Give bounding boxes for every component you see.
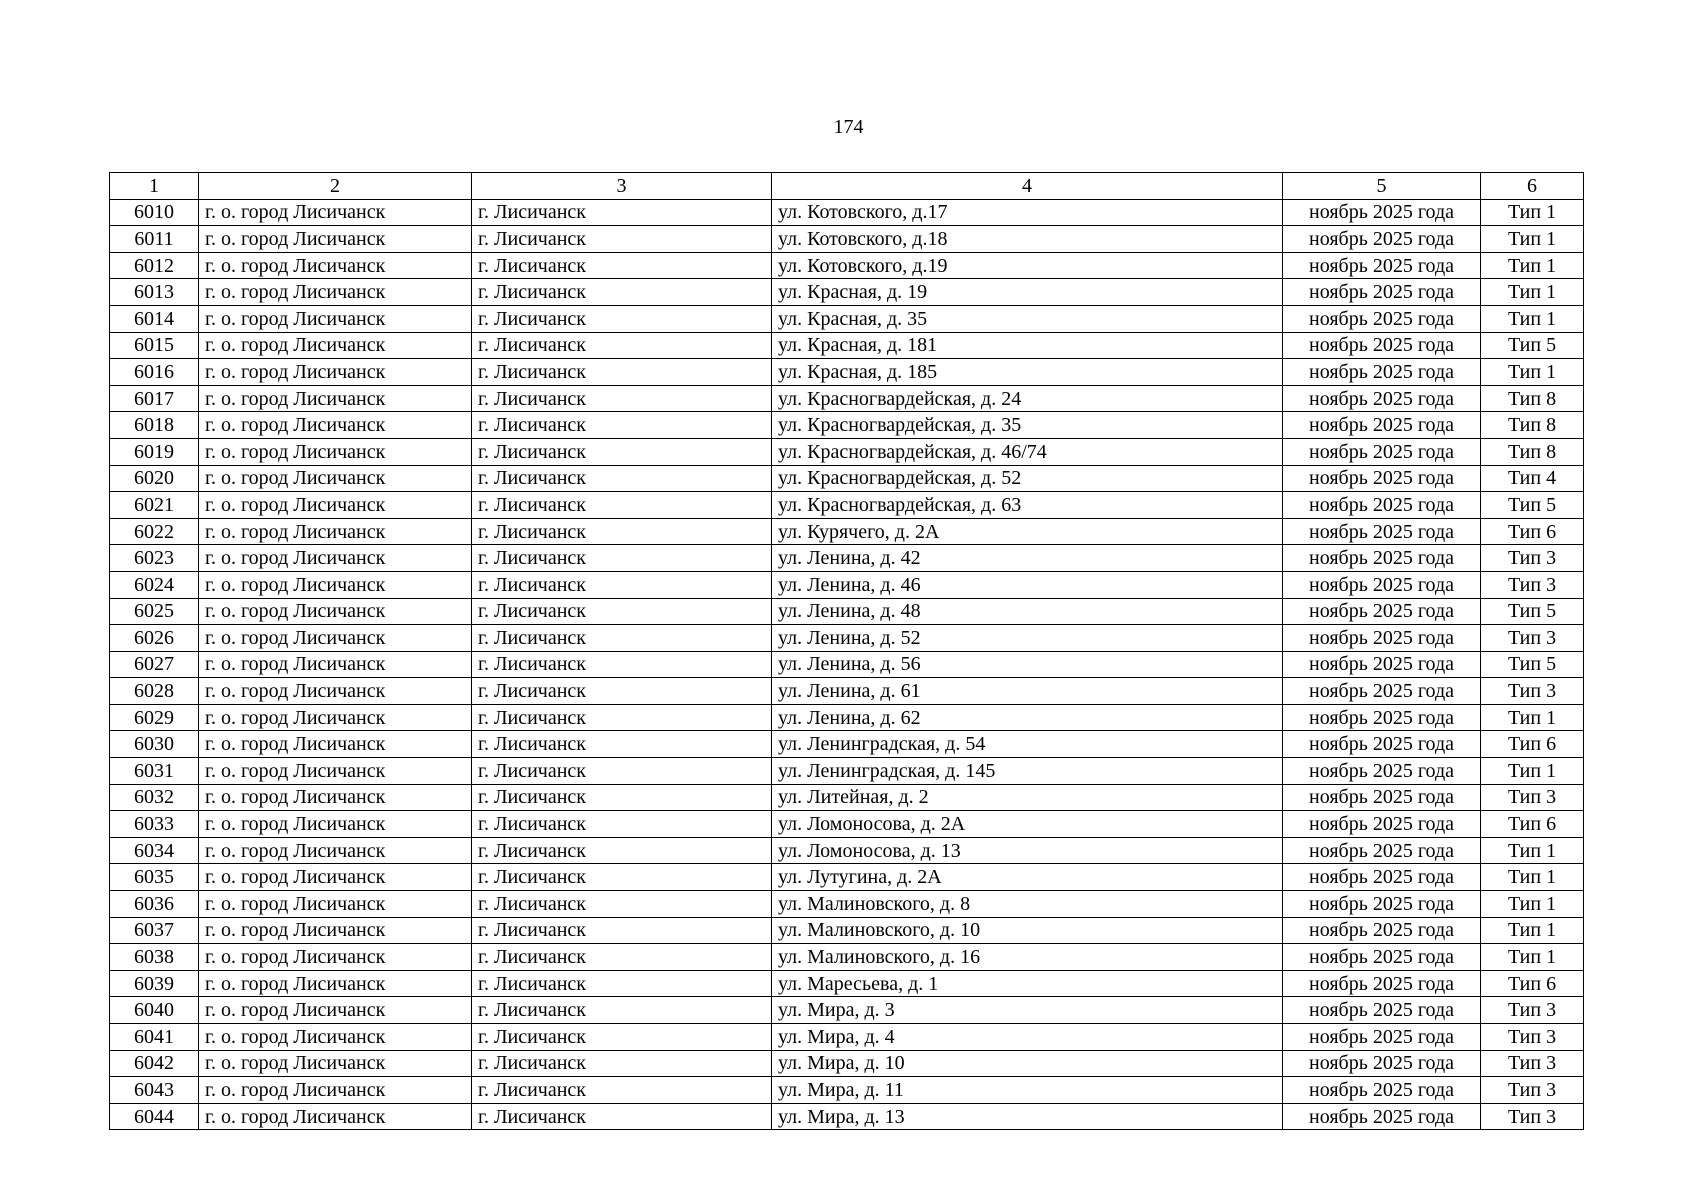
municipality-cell: г. о. город Лисичанск <box>199 864 472 891</box>
municipality-cell: г. о. город Лисичанск <box>199 305 472 332</box>
date-cell: ноябрь 2025 года <box>1283 571 1481 598</box>
date-cell: ноябрь 2025 года <box>1283 412 1481 439</box>
header-row <box>110 173 1584 200</box>
date-cell: ноябрь 2025 года <box>1283 784 1481 811</box>
municipality-cell: г. о. город Лисичанск <box>199 1103 472 1130</box>
row-number-cell: 6035 <box>110 864 199 891</box>
address-cell: ул. Малиновского, д. 8 <box>772 891 1283 918</box>
date-cell: ноябрь 2025 года <box>1283 997 1481 1024</box>
date-cell: ноябрь 2025 года <box>1283 625 1481 652</box>
address-cell: ул. Красная, д. 35 <box>772 305 1283 332</box>
table-row <box>110 465 1584 492</box>
table-row <box>110 758 1584 785</box>
column-header-4: 4 <box>772 173 1283 200</box>
type-cell: Тип 1 <box>1481 758 1584 785</box>
type-cell: Тип 3 <box>1481 784 1584 811</box>
city-cell: г. Лисичанск <box>472 518 772 545</box>
date-cell: ноябрь 2025 года <box>1283 465 1481 492</box>
address-cell: ул. Красная, д. 185 <box>772 359 1283 386</box>
row-number-cell: 6043 <box>110 1077 199 1104</box>
type-cell: Тип 1 <box>1481 704 1584 731</box>
municipality-cell: г. о. город Лисичанск <box>199 545 472 572</box>
row-number-cell: 6010 <box>110 199 199 226</box>
row-number-cell: 6032 <box>110 784 199 811</box>
row-number-cell: 6041 <box>110 1024 199 1051</box>
date-cell: ноябрь 2025 года <box>1283 305 1481 332</box>
city-cell: г. Лисичанск <box>472 784 772 811</box>
address-cell: ул. Малиновского, д. 10 <box>772 917 1283 944</box>
table-row <box>110 332 1584 359</box>
address-cell: ул. Котовского, д.17 <box>772 199 1283 226</box>
column-header-1: 1 <box>110 173 199 200</box>
table-row <box>110 944 1584 971</box>
city-cell: г. Лисичанск <box>472 385 772 412</box>
municipality-cell: г. о. город Лисичанск <box>199 518 472 545</box>
date-cell: ноябрь 2025 года <box>1283 758 1481 785</box>
municipality-cell: г. о. город Лисичанск <box>199 412 472 439</box>
table-row <box>110 199 1584 226</box>
municipality-cell: г. о. город Лисичанск <box>199 811 472 838</box>
city-cell: г. Лисичанск <box>472 891 772 918</box>
address-cell: ул. Ленинградская, д. 54 <box>772 731 1283 758</box>
city-cell: г. Лисичанск <box>472 332 772 359</box>
type-cell: Тип 1 <box>1481 837 1584 864</box>
city-cell: г. Лисичанск <box>472 1024 772 1051</box>
row-number-cell: 6030 <box>110 731 199 758</box>
city-cell: г. Лисичанск <box>472 811 772 838</box>
date-cell: ноябрь 2025 года <box>1283 678 1481 705</box>
date-cell: ноябрь 2025 года <box>1283 1024 1481 1051</box>
type-cell: Тип 6 <box>1481 518 1584 545</box>
address-cell: ул. Ленина, д. 62 <box>772 704 1283 731</box>
column-header-6: 6 <box>1481 173 1584 200</box>
table-row <box>110 704 1584 731</box>
type-cell: Тип 3 <box>1481 1024 1584 1051</box>
table-row <box>110 305 1584 332</box>
municipality-cell: г. о. город Лисичанск <box>199 731 472 758</box>
municipality-cell: г. о. город Лисичанск <box>199 465 472 492</box>
column-header-2: 2 <box>199 173 472 200</box>
city-cell: г. Лисичанск <box>472 704 772 731</box>
table-row <box>110 279 1584 306</box>
type-cell: Тип 5 <box>1481 492 1584 519</box>
table-body <box>110 199 1584 1130</box>
municipality-cell: г. о. город Лисичанск <box>199 571 472 598</box>
city-cell: г. Лисичанск <box>472 252 772 279</box>
city-cell: г. Лисичанск <box>472 359 772 386</box>
table-row <box>110 731 1584 758</box>
municipality-cell: г. о. город Лисичанск <box>199 784 472 811</box>
type-cell: Тип 8 <box>1481 438 1584 465</box>
municipality-cell: г. о. город Лисичанск <box>199 625 472 652</box>
table-row <box>110 1024 1584 1051</box>
table-row <box>110 359 1584 386</box>
municipality-cell: г. о. город Лисичанск <box>199 385 472 412</box>
address-cell: ул. Ленина, д. 52 <box>772 625 1283 652</box>
row-number-cell: 6011 <box>110 226 199 253</box>
row-number-cell: 6031 <box>110 758 199 785</box>
municipality-cell: г. о. город Лисичанск <box>199 1077 472 1104</box>
city-cell: г. Лисичанск <box>472 1103 772 1130</box>
table-row <box>110 492 1584 519</box>
type-cell: Тип 1 <box>1481 944 1584 971</box>
city-cell: г. Лисичанск <box>472 970 772 997</box>
table-row <box>110 385 1584 412</box>
row-number-cell: 6026 <box>110 625 199 652</box>
date-cell: ноябрь 2025 года <box>1283 385 1481 412</box>
row-number-cell: 6034 <box>110 837 199 864</box>
city-cell: г. Лисичанск <box>472 1077 772 1104</box>
address-cell: ул. Котовского, д.19 <box>772 252 1283 279</box>
city-cell: г. Лисичанск <box>472 997 772 1024</box>
date-cell: ноябрь 2025 года <box>1283 492 1481 519</box>
row-number-cell: 6029 <box>110 704 199 731</box>
date-cell: ноябрь 2025 года <box>1283 651 1481 678</box>
municipality-cell: г. о. город Лисичанск <box>199 279 472 306</box>
row-number-cell: 6025 <box>110 598 199 625</box>
city-cell: г. Лисичанск <box>472 598 772 625</box>
row-number-cell: 6022 <box>110 518 199 545</box>
address-cell: ул. Мира, д. 13 <box>772 1103 1283 1130</box>
date-cell: ноябрь 2025 года <box>1283 199 1481 226</box>
municipality-cell: г. о. город Лисичанск <box>199 1050 472 1077</box>
row-number-cell: 6018 <box>110 412 199 439</box>
row-number-cell: 6036 <box>110 891 199 918</box>
type-cell: Тип 6 <box>1481 731 1584 758</box>
date-cell: ноябрь 2025 года <box>1283 1050 1481 1077</box>
address-cell: ул. Красногвардейская, д. 46/74 <box>772 438 1283 465</box>
city-cell: г. Лисичанск <box>472 731 772 758</box>
date-cell: ноябрь 2025 года <box>1283 944 1481 971</box>
date-cell: ноябрь 2025 года <box>1283 731 1481 758</box>
address-cell: ул. Ленина, д. 48 <box>772 598 1283 625</box>
address-cell: ул. Литейная, д. 2 <box>772 784 1283 811</box>
city-cell: г. Лисичанск <box>472 465 772 492</box>
type-cell: Тип 1 <box>1481 891 1584 918</box>
column-header-5: 5 <box>1283 173 1481 200</box>
city-cell: г. Лисичанск <box>472 492 772 519</box>
type-cell: Тип 1 <box>1481 252 1584 279</box>
table-row <box>110 226 1584 253</box>
type-cell: Тип 5 <box>1481 332 1584 359</box>
municipality-cell: г. о. город Лисичанск <box>199 758 472 785</box>
date-cell: ноябрь 2025 года <box>1283 891 1481 918</box>
address-cell: ул. Мира, д. 11 <box>772 1077 1283 1104</box>
row-number-cell: 6028 <box>110 678 199 705</box>
address-cell: ул. Красногвардейская, д. 63 <box>772 492 1283 519</box>
date-cell: ноябрь 2025 года <box>1283 279 1481 306</box>
municipality-cell: г. о. город Лисичанск <box>199 944 472 971</box>
type-cell: Тип 1 <box>1481 199 1584 226</box>
type-cell: Тип 3 <box>1481 1050 1584 1077</box>
table-row <box>110 1050 1584 1077</box>
type-cell: Тип 3 <box>1481 571 1584 598</box>
city-cell: г. Лисичанск <box>472 651 772 678</box>
type-cell: Тип 6 <box>1481 970 1584 997</box>
table-row <box>110 864 1584 891</box>
municipality-cell: г. о. город Лисичанск <box>199 492 472 519</box>
row-number-cell: 6040 <box>110 997 199 1024</box>
type-cell: Тип 1 <box>1481 864 1584 891</box>
address-cell: ул. Мира, д. 3 <box>772 997 1283 1024</box>
table-row <box>110 917 1584 944</box>
type-cell: Тип 3 <box>1481 625 1584 652</box>
address-cell: ул. Маресьева, д. 1 <box>772 970 1283 997</box>
municipality-cell: г. о. город Лисичанск <box>199 199 472 226</box>
table-row <box>110 1077 1584 1104</box>
type-cell: Тип 5 <box>1481 598 1584 625</box>
type-cell: Тип 8 <box>1481 385 1584 412</box>
type-cell: Тип 5 <box>1481 651 1584 678</box>
table-row <box>110 412 1584 439</box>
date-cell: ноябрь 2025 года <box>1283 518 1481 545</box>
row-number-cell: 6015 <box>110 332 199 359</box>
table-header <box>110 173 1584 200</box>
address-cell: ул. Лутугина, д. 2А <box>772 864 1283 891</box>
municipality-cell: г. о. город Лисичанск <box>199 332 472 359</box>
date-cell: ноябрь 2025 года <box>1283 545 1481 572</box>
city-cell: г. Лисичанск <box>472 438 772 465</box>
address-cell: ул. Ленина, д. 61 <box>772 678 1283 705</box>
municipality-cell: г. о. город Лисичанск <box>199 252 472 279</box>
city-cell: г. Лисичанск <box>472 279 772 306</box>
row-number-cell: 6044 <box>110 1103 199 1130</box>
row-number-cell: 6024 <box>110 571 199 598</box>
municipality-cell: г. о. город Лисичанск <box>199 1024 472 1051</box>
municipality-cell: г. о. город Лисичанск <box>199 359 472 386</box>
municipality-cell: г. о. город Лисичанск <box>199 226 472 253</box>
type-cell: Тип 4 <box>1481 465 1584 492</box>
table-row <box>110 997 1584 1024</box>
address-cell: ул. Ленина, д. 42 <box>772 545 1283 572</box>
type-cell: Тип 1 <box>1481 305 1584 332</box>
row-number-cell: 6039 <box>110 970 199 997</box>
city-cell: г. Лисичанск <box>472 545 772 572</box>
date-cell: ноябрь 2025 года <box>1283 332 1481 359</box>
city-cell: г. Лисичанск <box>472 917 772 944</box>
city-cell: г. Лисичанск <box>472 1050 772 1077</box>
city-cell: г. Лисичанск <box>472 625 772 652</box>
address-cell: ул. Малиновского, д. 16 <box>772 944 1283 971</box>
city-cell: г. Лисичанск <box>472 571 772 598</box>
date-cell: ноябрь 2025 года <box>1283 438 1481 465</box>
row-number-cell: 6023 <box>110 545 199 572</box>
municipality-cell: г. о. город Лисичанск <box>199 678 472 705</box>
date-cell: ноябрь 2025 года <box>1283 970 1481 997</box>
row-number-cell: 6017 <box>110 385 199 412</box>
row-number-cell: 6038 <box>110 944 199 971</box>
municipality-cell: г. о. город Лисичанск <box>199 438 472 465</box>
municipality-cell: г. о. город Лисичанск <box>199 891 472 918</box>
table-row <box>110 891 1584 918</box>
type-cell: Тип 1 <box>1481 917 1584 944</box>
page-number: 174 <box>833 116 864 138</box>
address-cell: ул. Ленинградская, д. 145 <box>772 758 1283 785</box>
row-number-cell: 6020 <box>110 465 199 492</box>
city-cell: г. Лисичанск <box>472 412 772 439</box>
date-cell: ноябрь 2025 года <box>1283 252 1481 279</box>
city-cell: г. Лисичанск <box>472 199 772 226</box>
type-cell: Тип 3 <box>1481 1077 1584 1104</box>
type-cell: Тип 8 <box>1481 412 1584 439</box>
type-cell: Тип 3 <box>1481 678 1584 705</box>
table-row <box>110 970 1584 997</box>
table-row <box>110 598 1584 625</box>
row-number-cell: 6042 <box>110 1050 199 1077</box>
date-cell: ноябрь 2025 года <box>1283 226 1481 253</box>
address-cell: ул. Котовского, д.18 <box>772 226 1283 253</box>
row-number-cell: 6012 <box>110 252 199 279</box>
address-cell: ул. Мира, д. 4 <box>772 1024 1283 1051</box>
row-number-cell: 6037 <box>110 917 199 944</box>
date-cell: ноябрь 2025 года <box>1283 837 1481 864</box>
city-cell: г. Лисичанск <box>472 226 772 253</box>
address-cell: ул. Красная, д. 19 <box>772 279 1283 306</box>
date-cell: ноябрь 2025 года <box>1283 1077 1481 1104</box>
table-row <box>110 518 1584 545</box>
row-number-cell: 6021 <box>110 492 199 519</box>
address-cell: ул. Ломоносова, д. 13 <box>772 837 1283 864</box>
type-cell: Тип 3 <box>1481 1103 1584 1130</box>
date-cell: ноябрь 2025 года <box>1283 917 1481 944</box>
address-cell: ул. Красногвардейская, д. 52 <box>772 465 1283 492</box>
row-number-cell: 6014 <box>110 305 199 332</box>
type-cell: Тип 1 <box>1481 226 1584 253</box>
row-number-cell: 6016 <box>110 359 199 386</box>
type-cell: Тип 3 <box>1481 545 1584 572</box>
address-cell: ул. Ленина, д. 46 <box>772 571 1283 598</box>
column-header-3: 3 <box>472 173 772 200</box>
date-cell: ноябрь 2025 года <box>1283 598 1481 625</box>
address-cell: ул. Красногвардейская, д. 24 <box>772 385 1283 412</box>
register-table <box>109 172 1584 1130</box>
municipality-cell: г. о. город Лисичанск <box>199 997 472 1024</box>
address-cell: ул. Мира, д. 10 <box>772 1050 1283 1077</box>
table-row <box>110 837 1584 864</box>
table-row <box>110 545 1584 572</box>
row-number-cell: 6013 <box>110 279 199 306</box>
municipality-cell: г. о. город Лисичанск <box>199 917 472 944</box>
address-cell: ул. Красная, д. 181 <box>772 332 1283 359</box>
address-cell: ул. Ломоносова, д. 2А <box>772 811 1283 838</box>
table-row <box>110 678 1584 705</box>
city-cell: г. Лисичанск <box>472 678 772 705</box>
table-row <box>110 252 1584 279</box>
table-row <box>110 438 1584 465</box>
type-cell: Тип 3 <box>1481 997 1584 1024</box>
table-row <box>110 784 1584 811</box>
date-cell: ноябрь 2025 года <box>1283 359 1481 386</box>
city-cell: г. Лисичанск <box>472 837 772 864</box>
table-row <box>110 571 1584 598</box>
date-cell: ноябрь 2025 года <box>1283 864 1481 891</box>
municipality-cell: г. о. город Лисичанск <box>199 651 472 678</box>
table-row <box>110 1103 1584 1130</box>
city-cell: г. Лисичанск <box>472 944 772 971</box>
municipality-cell: г. о. город Лисичанск <box>199 970 472 997</box>
type-cell: Тип 6 <box>1481 811 1584 838</box>
row-number-cell: 6019 <box>110 438 199 465</box>
municipality-cell: г. о. город Лисичанск <box>199 704 472 731</box>
municipality-cell: г. о. город Лисичанск <box>199 598 472 625</box>
city-cell: г. Лисичанск <box>472 305 772 332</box>
address-cell: ул. Ленина, д. 56 <box>772 651 1283 678</box>
date-cell: ноябрь 2025 года <box>1283 1103 1481 1130</box>
address-cell: ул. Красногвардейская, д. 35 <box>772 412 1283 439</box>
city-cell: г. Лисичанск <box>472 758 772 785</box>
date-cell: ноябрь 2025 года <box>1283 704 1481 731</box>
row-number-cell: 6033 <box>110 811 199 838</box>
table-row <box>110 625 1584 652</box>
city-cell: г. Лисичанск <box>472 864 772 891</box>
type-cell: Тип 1 <box>1481 359 1584 386</box>
table-row <box>110 651 1584 678</box>
address-cell: ул. Курячего, д. 2А <box>772 518 1283 545</box>
date-cell: ноябрь 2025 года <box>1283 811 1481 838</box>
row-number-cell: 6027 <box>110 651 199 678</box>
municipality-cell: г. о. город Лисичанск <box>199 837 472 864</box>
table-row <box>110 811 1584 838</box>
type-cell: Тип 1 <box>1481 279 1584 306</box>
